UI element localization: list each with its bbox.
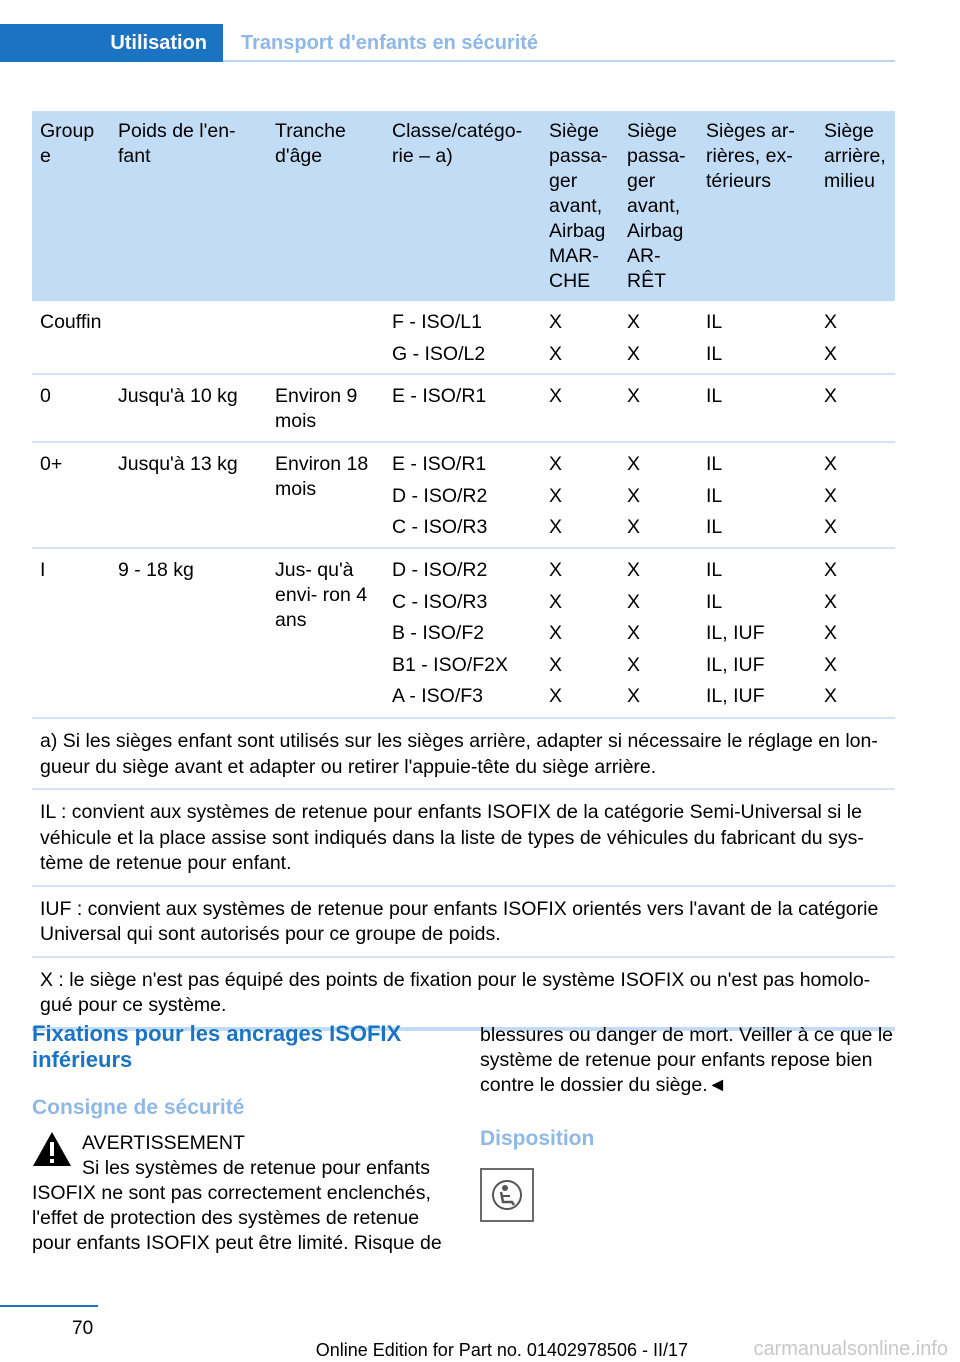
value: IL, IUF [706,622,765,645]
class-value: E - ISO/R1 [392,385,487,407]
value: X [549,311,563,333]
value: X [627,516,641,539]
cell-rear-outer [698,443,816,547]
cell-group: 0+ [40,453,63,475]
cell-group: Couffin [40,311,102,333]
class-value: G - ISO/L2 [392,342,486,365]
cell-airbag-off [619,301,698,373]
cell-weight: Jusqu'à 13 kg [118,453,238,475]
value: X [824,685,838,708]
value: IL [706,484,723,507]
cell-rear-middle [816,443,895,547]
cell-airbag-off [619,549,698,717]
warning-triangle-icon [32,1131,72,1174]
class-value: E - ISO/R1 [392,453,487,475]
cell-airbag-off [619,375,698,441]
class-value: D - ISO/R2 [392,484,488,507]
cell-group: I [40,559,46,581]
table-header [32,111,895,301]
col-header-rear-outer: Sièges ar- rières, ex- térieurs [706,120,795,192]
cell-age: Environ 18 mois [275,453,369,500]
cell-airbag-on [541,375,619,441]
page-number: 70 [72,1318,94,1339]
value: IL [706,342,723,365]
value: IL [706,311,723,333]
value: X [627,453,641,475]
value: X [824,484,838,507]
table-note: a) Si les sièges enfant sont utilisés sur les sièges arrière, adapter si nécessaire le réglage en lon- gueur du siège avant et adapter ou retirer l'appuie-tête du siège arrière. [32,719,895,790]
value: X [549,516,563,539]
cell-class [384,301,541,373]
value: X [549,385,563,407]
section-tab: Utilisation [0,24,223,62]
col-header-airbag-off: Siège passa- ger avant, Airbag AR- RÊT [627,120,686,292]
cell-rear-outer [698,375,816,441]
cell-age [267,301,384,373]
value: X [824,622,838,645]
class-value: C - ISO/R3 [392,590,488,613]
col-header-age: Tranche d'âge [275,120,346,167]
page-header [0,24,895,62]
value: X [627,559,641,581]
cell-class [384,375,541,441]
safety-heading: Consigne de sécurité [32,1096,245,1119]
col-header-rear-middle: Siège arrière, milieu [824,120,886,192]
section-title: Fixations pour les ancrages ISOFIX inférieurs [32,1021,402,1072]
class-value: F - ISO/L1 [392,311,482,333]
value: IL [706,453,723,475]
continued-paragraph: blessures ou danger de mort. Veiller à ce que le système de retenue pour enfants repose bien contre le dossier du siège.◄ [480,1024,893,1096]
value: X [627,590,641,613]
value: X [824,516,838,539]
value: X [824,342,838,365]
table-note: IUF : convient aux systèmes de retenue pour enfants ISOFIX orientés vers l'avant de la catégorie Universal qui sont autorisés pour ce groupe de poids. [32,887,895,958]
left-column [32,1021,452,1256]
cell-class [384,443,541,547]
chapter-title: Transport d'enfants en sécurité [241,31,539,54]
value: X [824,653,838,676]
cell-class [384,549,541,717]
isofix-table [32,111,895,1031]
warning-label: AVERTISSEMENT [82,1132,245,1154]
value: X [627,385,641,407]
value: X [627,622,641,645]
value: X [824,311,838,333]
edition-text: Online Edition for Part no. 01402978506 - II/17 [315,1340,688,1360]
value: X [549,342,563,365]
value: IL [706,516,723,539]
value: X [824,559,838,581]
cell-weight [110,301,267,373]
cell-weight: Jusqu'à 10 kg [118,385,238,407]
col-header-group: Group e [40,120,95,167]
table-row [32,301,895,375]
isofix-symbol-icon [480,1168,534,1222]
table-row [32,375,895,443]
value: X [627,311,641,333]
footer-rule [0,1305,98,1307]
value: X [627,685,641,708]
warning-block [32,1131,452,1256]
cell-age: Environ 9 mois [275,385,358,432]
value: X [549,484,563,507]
value: X [824,590,838,613]
cell-rear-middle [816,301,895,373]
value: X [549,559,563,581]
value: X [627,653,641,676]
value: X [549,685,563,708]
value: X [627,484,641,507]
value: X [824,385,838,407]
value: X [549,590,563,613]
watermark: carmanualsonline.info [753,1338,948,1360]
value: IL, IUF [706,653,765,676]
cell-rear-outer [698,301,816,373]
col-header-weight: Poids de l'en- fant [118,120,236,167]
value: X [627,342,641,365]
cell-airbag-on [541,301,619,373]
disposition-heading: Disposition [480,1127,595,1150]
cell-airbag-off [619,443,698,547]
table-row [32,443,895,549]
cell-weight: 9 - 18 kg [118,559,194,581]
cell-rear-middle [816,549,895,717]
cell-rear-middle [816,375,895,441]
class-value: B1 - ISO/F2X [392,653,508,676]
value: X [824,453,838,475]
cell-rear-outer [698,549,816,717]
class-value: D - ISO/R2 [392,559,488,581]
class-value: A - ISO/F3 [392,685,484,708]
cell-age: Jus- qu'à envi- ron 4 ans [275,559,368,631]
table-note: X : le siège n'est pas équipé des points de fixation pour le système ISOFIX ou n'est pas homolo- gué pour ce système. [32,958,895,1031]
table-row [32,549,895,719]
value: X [549,622,563,645]
value: IL, IUF [706,685,765,708]
col-header-class: Classe/catégo- rie – a) [392,120,523,167]
value: X [549,453,563,475]
value: IL [706,559,723,581]
cell-airbag-on [541,549,619,717]
class-value: C - ISO/R3 [392,516,488,539]
value: X [549,653,563,676]
header-rule [223,60,895,62]
value: IL [706,385,723,407]
table-note: IL : convient aux systèmes de retenue pour enfants ISOFIX de la catégorie Semi-Universal si le véhicule et la place assise sont indiqués dans la liste de types de véhicules du fabricant du sys- tème de retenue pour enfant. [32,790,895,887]
class-value: B - ISO/F2 [392,622,485,645]
col-header-airbag-on: Siège passa- ger avant, Airbag MAR- CHE [549,120,608,292]
cell-airbag-on [541,443,619,547]
value: IL [706,590,723,613]
right-column [480,1021,895,1222]
warning-text: Si les systèmes de retenue pour enfants ISOFIX ne sont pas correctement enclenchés, l'effet de protection des systèmes de retenue pour enfants ISOFIX peut être limité. Risque de [32,1157,442,1254]
cell-group: 0 [40,385,51,407]
